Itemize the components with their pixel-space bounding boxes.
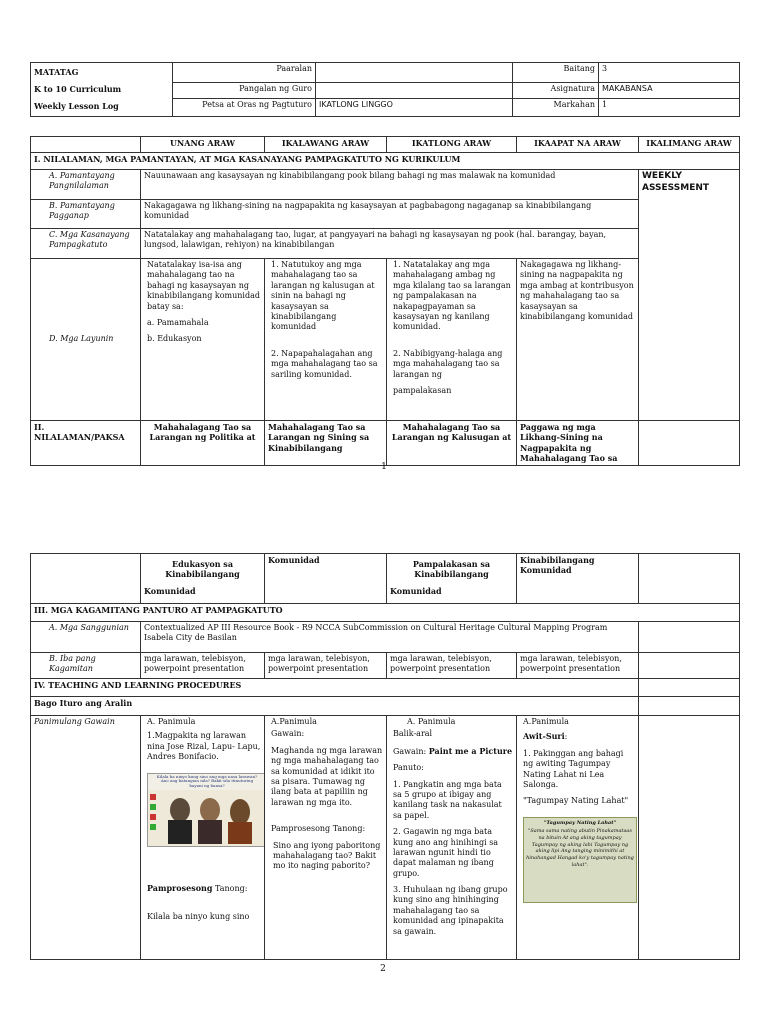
sanggunian-label: A. Mga Sanggunian — [31, 622, 141, 653]
kagamitan-day1: mga larawan, telebisyon, powerpoint presentation — [141, 653, 265, 679]
page-number-2: 2 — [380, 964, 386, 974]
day-header-5: IKALIMANG ARAW — [639, 137, 740, 153]
paksa-day4: Paggawa ng mga Likhang-Sining na Nagpapakita ng Mahahalagang Tao sa — [517, 421, 639, 466]
cont-day2: Komunidad — [265, 554, 387, 604]
paaralan-value[interactable] — [316, 63, 513, 83]
petsa-value: IKATLONG LINGGO — [316, 99, 513, 117]
procedure-day1: A. Panimula 1.Magpakita ng larawan nina Jose Rizal, Lapu- Lapu, Andres Bonifacio. Kilala ba ninyo kung sino ang mga nasa larawan? Ano ang katangian nila? Bakit sila itinuturing bayani ng bansa? Pamprosesong Tanong: Kilala ba ninyo kung sino — [141, 716, 265, 960]
layunin-label: D. Mga Layunin — [31, 259, 141, 421]
kasanayang-text: Natatalakay ang mahahalagang tao, lugar, at pangyayari na bahagi ng kasaysayan ng pook (hal. barangay, bayan, lungsod, lalawigan, rehiyon) na kinabibilangan — [141, 229, 639, 259]
pamantayang-pangnilalaman-label: A. Pamantayang Pangnilalaman — [31, 170, 141, 200]
baitang-label: Baitang — [513, 63, 599, 83]
day-header-1: UNANG ARAW — [141, 137, 265, 153]
header-weekly-log: Weekly Lesson Log — [34, 100, 119, 111]
kagamitan-day3: mga larawan, telebisyon, powerpoint presentation — [387, 653, 517, 679]
section2-title: II. NILALAMAN/PAKSA — [31, 421, 141, 466]
day-header-4: IKAAPAT NA ARAW — [517, 137, 639, 153]
baitang-value: 3 — [599, 63, 740, 83]
cont-day4: Kinabibilangang Komunidad — [517, 554, 639, 604]
layunin-day4: Nakagagawa ng likhang-sining na nagpapakita ng mga ambag at kontribusyon ng mahahalagang tao sa kasaysayan sa kinabibilangang komunidad — [517, 259, 639, 421]
kagamitan-label: B. Iba pang Kagamitan — [31, 653, 141, 679]
kagamitan-day4: mga larawan, telebisyon, powerpoint presentation — [517, 653, 639, 679]
heroes-portraits — [148, 790, 265, 846]
asignatura-label: Asignatura — [513, 83, 599, 99]
guro-value[interactable] — [316, 83, 513, 99]
weekly-assessment: WEEKLY ASSESSMENT — [639, 170, 740, 421]
page-number-1: 1 — [381, 462, 387, 472]
pamantayang-pangnilalaman-text: Nauunawaan ang kasaysayan ng kinabibilangang pook bilang bahagi ng mas malawak na komunidad — [141, 170, 639, 200]
pamantayang-pagganap-text: Nakagagawa ng likhang-sining na nagpapakita ng kasaysayan at pagbabagong nagaganap sa kinabibilangang komunidad — [141, 200, 639, 229]
section4-title: IV. TEACHING AND LEARNING PROCEDURES — [31, 679, 639, 697]
cont-day1: Edukasyon sa Kinabibilangang Komunidad — [141, 554, 265, 604]
asignatura-value: MAKABANSA — [599, 83, 740, 99]
paaralan-label: Paaralan — [173, 63, 316, 83]
procedure-day4: A.Panimula Awit-Suri: 1. Pakinggan ang bahagi ng awiting Tagumpay Nating Lahat ni Lea Salonga. "Tagumpay Nating Lahat" "Tagumpay Nating Lahat" "Sama sama nating abutin Pinakamataas na bituin At ang aking tagumpay Tagumpay ng aking lahi Tagumpay ng aking lipi Ang tanging minimithi at hinahangad Hangad ko'y tagumpay nating lahat". — [517, 716, 639, 960]
pamantayang-pagganap-label: B. Pamantayang Pagganap — [31, 200, 141, 229]
cont-day3: Pampalakasan sa Kinabibilangang Komunidad — [387, 554, 517, 604]
section3-title: III. MGA KAGAMITANG PANTURO AT PAMPAGKATUTO — [31, 604, 740, 622]
day-header-3: IKATLONG ARAW — [387, 137, 517, 153]
lesson-table-page1 — [30, 136, 740, 466]
day-header-2: IKALAWANG ARAW — [265, 137, 387, 153]
paksa-day3: Mahahalagang Tao sa Larangan ng Kalusugan at — [387, 421, 517, 466]
lesson-table-page2 — [30, 553, 740, 960]
header-table — [30, 62, 740, 117]
header-curriculum: K to 10 Curriculum — [34, 83, 122, 94]
kasanayang-label: C. Mga Kasanayang Pampagkatuto — [31, 229, 141, 259]
procedure-day2: A.Panimula Gawain: Maghanda ng mga larawan ng mga mahahalagang tao sa komunidad at idikit ito sa pisara. Tumawag ng ilang bata at papiliin ng larawan ng mga ito. Pamprosesong Tanong: Sino ang iyong paboritong mahahalagang tao? Bakit mo ito naging paborito? — [265, 716, 387, 960]
header-left — [31, 63, 173, 117]
heroes-image: Kilala ba ninyo kung sino ang mga nasa larawan? Ano ang katangian nila? Bakit sila itinuturing bayani ng bansa? — [147, 773, 265, 847]
markahan-label: Markahan — [513, 99, 599, 117]
paksa-day2: Mahahalagang Tao sa Larangan ng Sining sa Kinabibilangang — [265, 421, 387, 466]
panimulang-gawain-label: Panimulang Gawain — [31, 716, 141, 960]
sanggunian-text: Contextualized AP III Resource Book - R9 NCCA SubCommission on Cultural Heritage Cultural Mapping Program Isabela City de Basilan — [141, 622, 639, 653]
section1-title: I. NILALAMAN, MGA PAMANTAYAN, AT MGA KASANAYANG PAMPAGKATUTO NG KURIKULUM — [31, 153, 740, 170]
guro-label: Pangalan ng Guro — [173, 83, 316, 99]
layunin-day3: 1. Natatalakay ang mga mahahalagang ambag ng mga kilalang tao sa larangan ng pampalakasan na nakapagpayaman sa kasaysayan ng kanilang komunidad. 2. Nabibigyang-halaga ang mga mahahalagang tao sa larangan ng pampalakasan — [387, 259, 517, 421]
layunin-day1: Natatalakay isa-isa ang mahahalagang tao na bahagi ng kasaysayan ng kinabibilangang komunidad batay sa: a. Pamamahala b. Edukasyon — [141, 259, 265, 421]
procedure-day3: A. Panimula Balik-aral Gawain: Paint me a Picture Panuto: 1. Pangkatin ang mga bata sa 5 grupo at ibigay ang kanilang task na nakasulat sa papel. 2. Gagawin ng mga bata kung ano ang hinihingi sa larawan ngunit hindi tio dapat malaman ng ibang grupo. 3. Huhulaan ng ibang grupo kung sino ang hinihinging mahahalagang tao sa komunidad ang ipinapakita sa gawain. — [387, 716, 517, 960]
layunin-day2: 1. Natutukoy ang mga mahahalagang tao sa larangan ng kalusugan at sinin na bahagi ng kasaysayan sa kinabibilangang komunidad 2. Napapahalagahan ang mga mahahalagang tao sa sariling komunidad. — [265, 259, 387, 421]
paksa-day1: Mahahalagang Tao sa Larangan ng Politika at — [141, 421, 265, 466]
kagamitan-day2: mga larawan, telebisyon, powerpoint presentation — [265, 653, 387, 679]
markahan-value: 1 — [599, 99, 740, 117]
header-matatag: MATATAG — [34, 67, 79, 77]
song-lyrics-box: "Tagumpay Nating Lahat" "Sama sama nating abutin Pinakamataas na bituin At ang aking tagumpay Tagumpay ng aking lahi Tagumpay ng aking lipi Ang tanging minimithi at hinahangad Hangad ko'y tagumpay nating lahat". — [523, 817, 637, 903]
bago-ituro: Bago Ituro ang Aralin — [31, 697, 639, 716]
petsa-label: Petsa at Oras ng Pagtuturo — [173, 99, 316, 117]
